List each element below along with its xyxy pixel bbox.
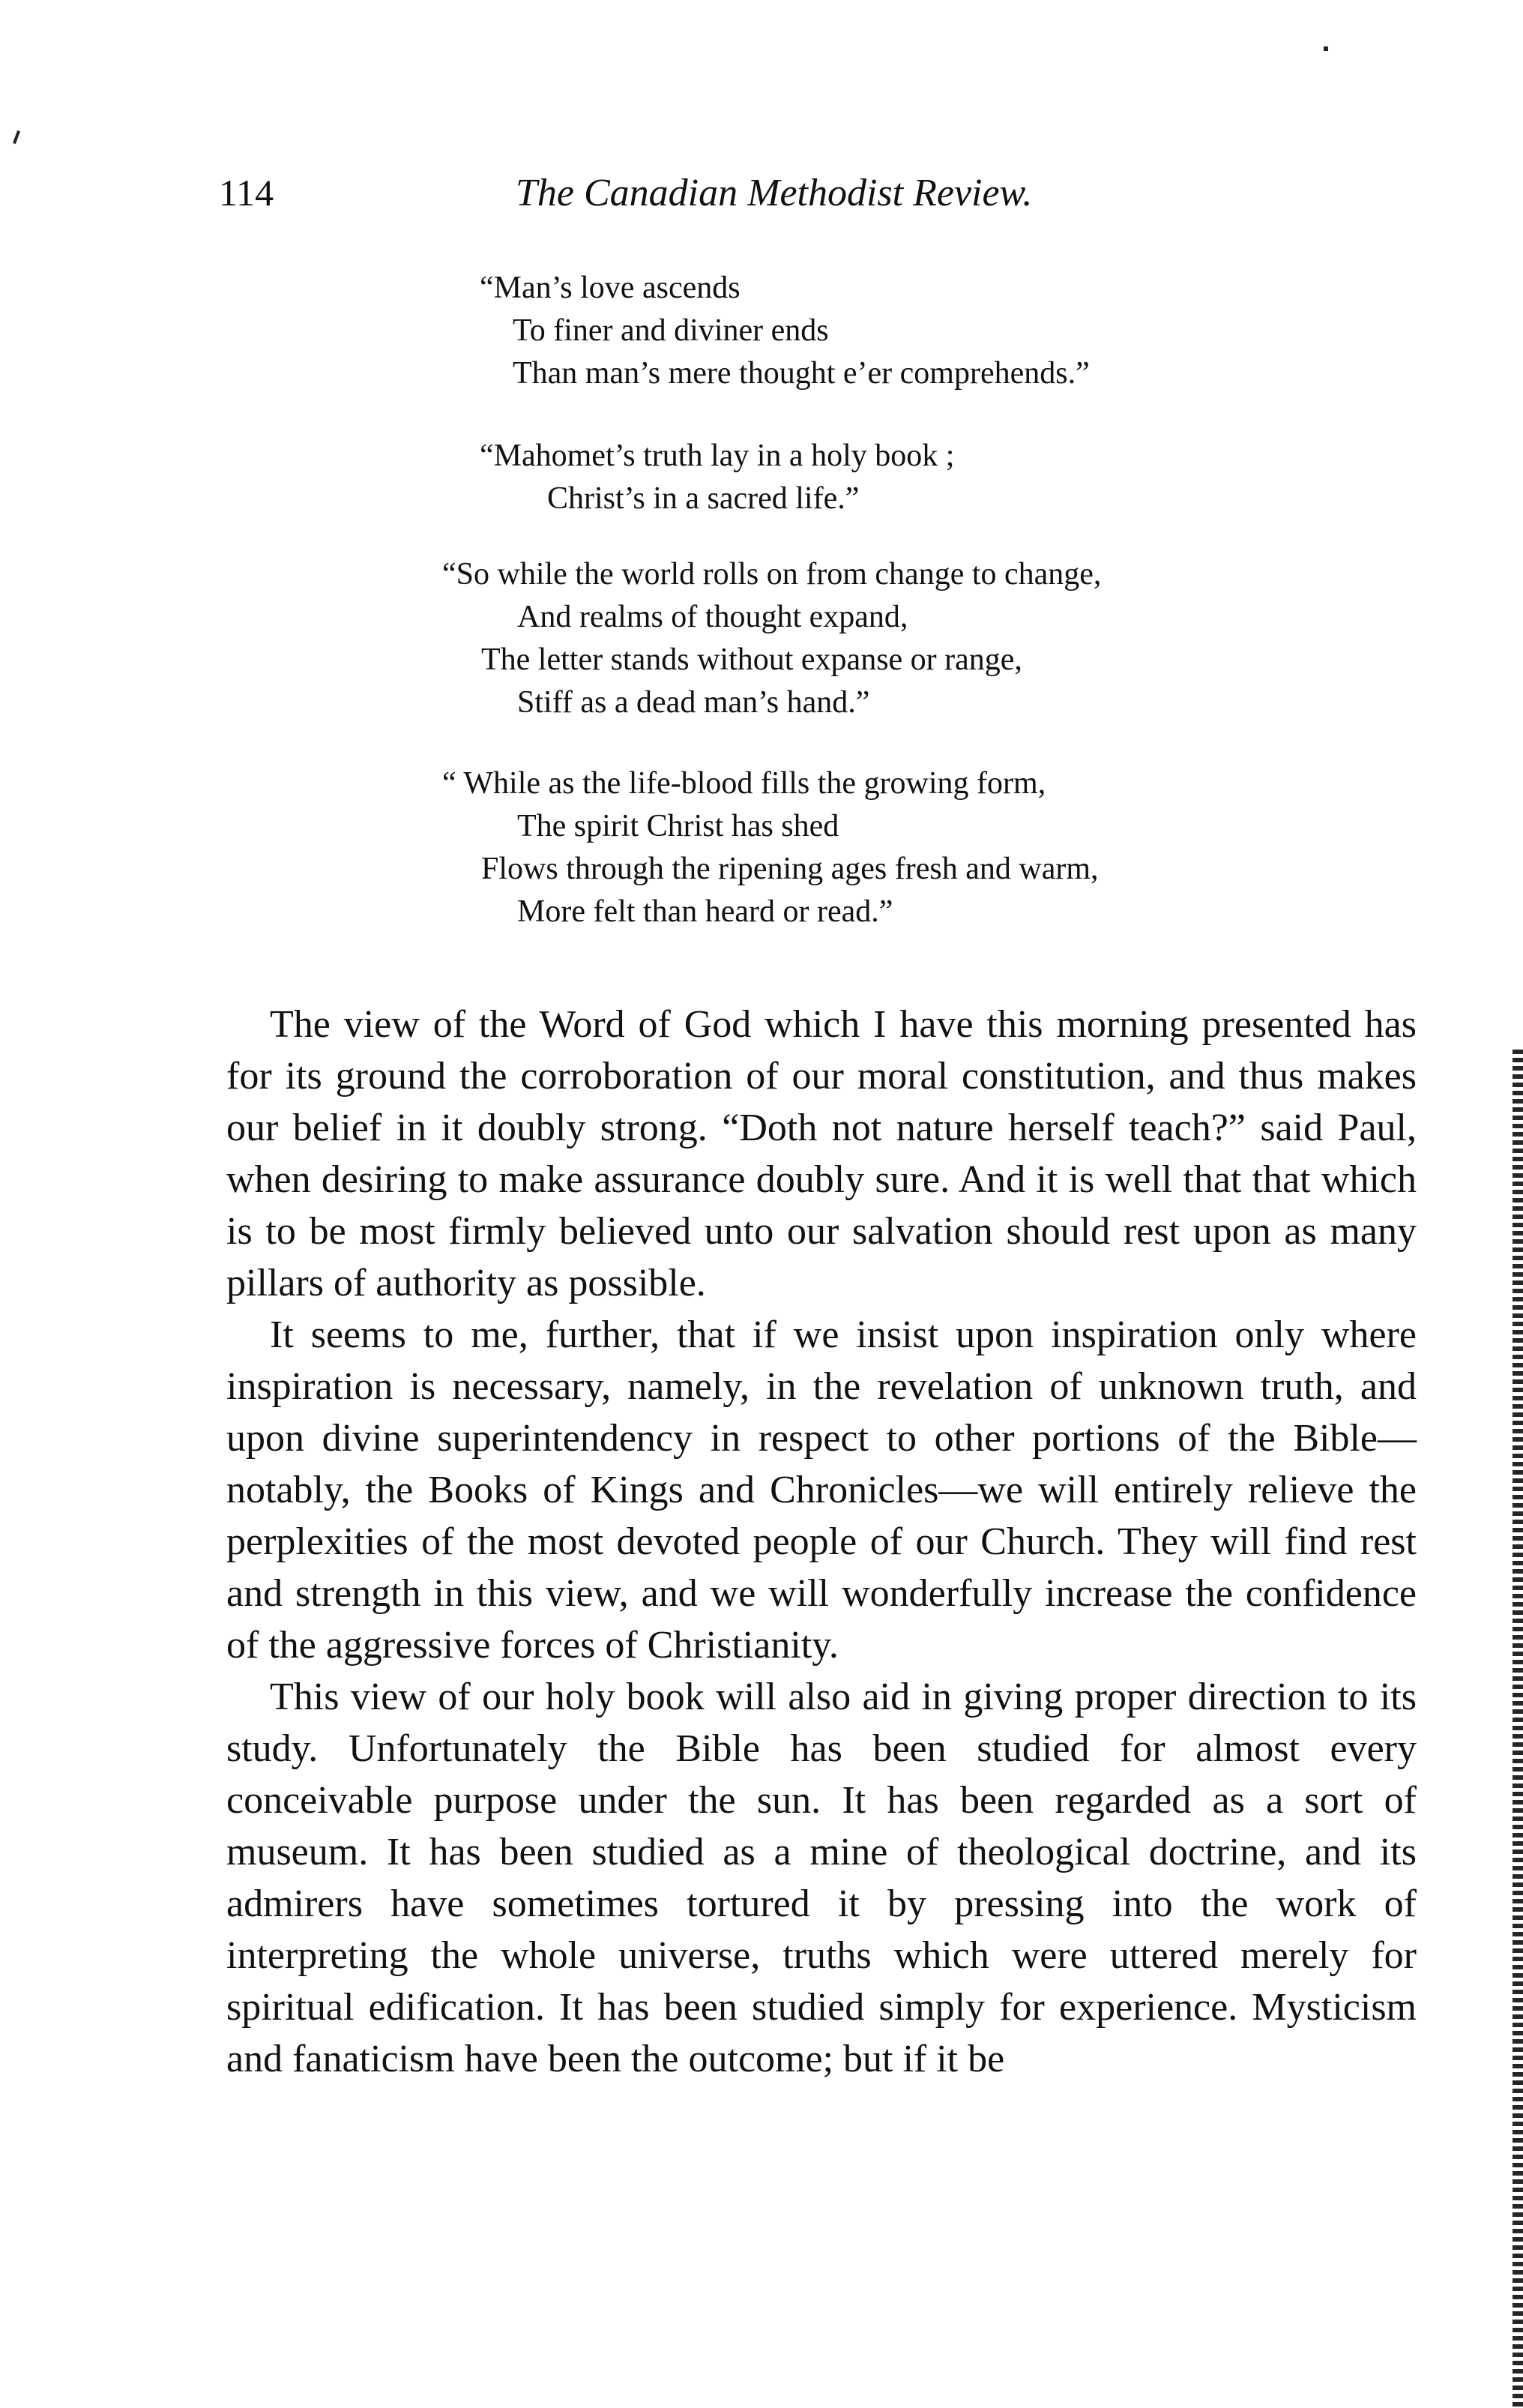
scan-speck [1324, 46, 1328, 51]
verse-line: “Man’s love ascends [480, 271, 741, 305]
verse-line: Christ’s in a sacred life.” [547, 481, 860, 516]
verse-line: And realms of thought expand, [517, 600, 908, 634]
running-head [219, 171, 1163, 231]
verse-stanza [442, 553, 1101, 724]
verse-line: Than man’s mere thought e’er comprehends.” [513, 356, 1090, 391]
page-number: 114 [219, 172, 274, 214]
verse-line: The spirit Christ has shed [517, 809, 839, 843]
verse-stanza [480, 267, 1090, 395]
journal-title: The Canadian Methodist Review. [516, 172, 1033, 214]
page-edge-scan-artifact [1513, 1050, 1523, 2408]
verse-line: The letter stands without expanse or range, [481, 642, 1022, 677]
verse-stanza [480, 435, 954, 520]
verse-line: “Mahomet’s truth lay in a holy book ; [480, 439, 955, 473]
verse-line: More felt than heard or read.” [517, 894, 893, 929]
verse-line: Flows through the ripening ages fresh and warm, [481, 852, 1099, 886]
paragraph: The view of the Word of God which I have this morning presented has for its ground the corroboration of our moral constitution, and thus makes our belief in it doubly strong. “Doth not nature herself teach?” said Paul, when desiring to make assurance doubly sure. And it is well that that which is to be most firmly believed unto our salvation should rest upon as many pillars of authority as possible. [226, 1003, 1417, 1304]
verse-line: “ While as the life-blood fills the growing form, [442, 766, 1046, 801]
scan-speck [13, 130, 20, 144]
verse-line: “So while the world rolls on from change to change, [442, 557, 1102, 592]
verse-line: Stiff as a dead man’s hand.” [517, 685, 870, 720]
paragraph: This view of our holy book will also aid in giving proper direction to its study. Unfortunately the Bible has been studied for almost every conceivable purpose under the sun. It has been regarded as a sort of museum. It has been studied as a mine of theological doctrine, and its admirers have sometimes tortured it by pressing into the work of interpreting the whole universe, truths which were uttered merely for spiritual edification. It has been studied simply for experience. Mysticism and fanaticism have been the outcome; but if it be [226, 1676, 1417, 2080]
body-text [226, 999, 1417, 2085]
verse-stanza [442, 762, 1099, 933]
paragraph: It seems to me, further, that if we insist upon inspiration only where inspiration is necessary, namely, in the revelation of unknown truth, and upon divine superintendency in respect to other portions of the Bible—notably, the Books of Kings and Chronicles—we will entirely relieve the perplexities of the most devoted people of our Church. They will find rest and strength in this view, and we will wonderfully increase the confidence of the aggressive forces of Christianity. [226, 1313, 1417, 1667]
verse-line: To finer and diviner ends [513, 313, 829, 348]
